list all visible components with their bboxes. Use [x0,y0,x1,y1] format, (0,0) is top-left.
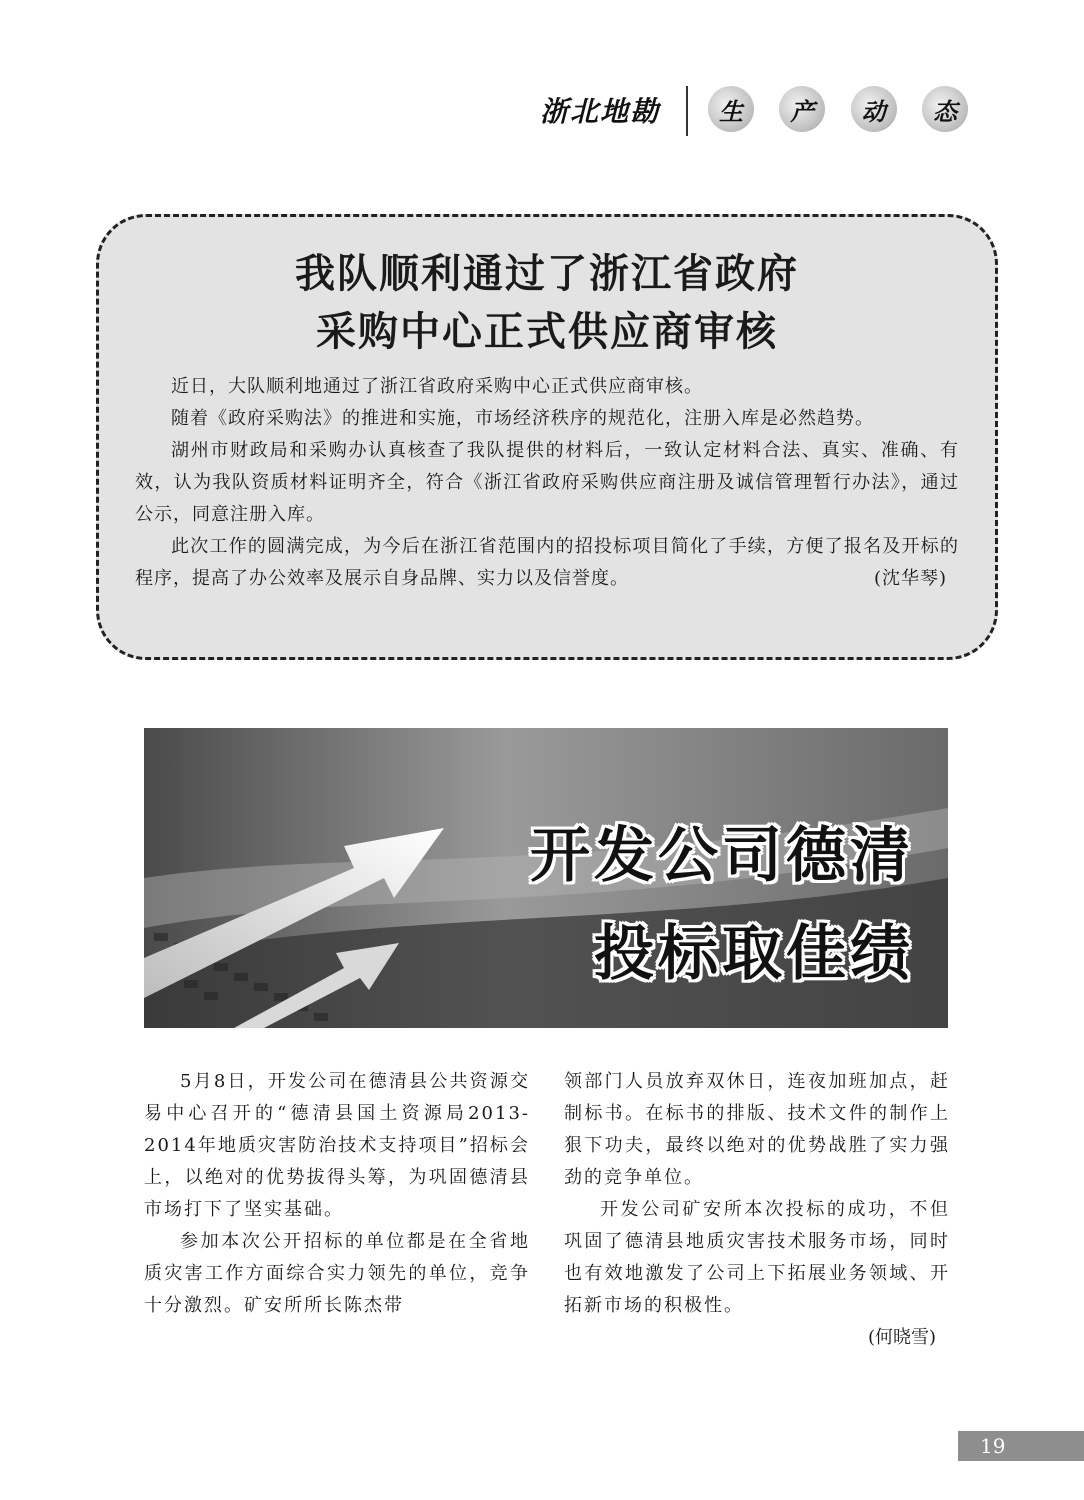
column-char-2: 产 [779,86,825,132]
notice-title-line2: 采购中心正式供应商审核 [316,308,778,355]
article-banner [144,728,948,1028]
notice-paragraph-text: 此次工作的圆满完成，为今后在浙江省范围内的招投标项目简化了手续，方便了报名及开标的程序，提高了办公效率及展示自身品牌、实力以及信誉度。 [135,536,959,589]
notice-paragraph: 近日，大队顺利地通过了浙江省政府采购中心正式供应商审核。 [171,376,703,397]
notice-article [96,214,998,660]
column-char-4: 态 [922,86,968,132]
notice-paragraph-last [135,531,959,595]
article-paragraph: 5月8日，开发公司在德清县公共资源交易中心召开的“德清县国土资源局2013-2014年地质灾害防治技术支持项目”招标会上，以绝对的优势拔得头筹，为巩固德清县市场打下了坚实基础。 [144,1071,530,1220]
article-column-right [564,1066,950,1354]
banner-title-line2: 投标取佳绩 [594,919,914,989]
header-divider [686,86,688,136]
article-body [144,1066,950,1354]
notice-paragraph: 随着《政府采购法》的推进和实施，市场经济秩序的规范化，注册入库是必然趋势。 [171,408,874,429]
notice-title [135,245,959,361]
column-char-1: 生 [708,86,754,132]
article-paragraph: 参加本次公开招标的单位都是在全省地质灾害工作方面综合实力领先的单位，竞争十分激烈。矿安所所长陈杰带 [144,1231,530,1316]
page-number: 19 [958,1431,1084,1461]
page-header [540,86,970,138]
article-paragraph: 开发公司矿安所本次投标的成功，不但巩固了德清县地质灾害技术服务市场，同时也有效地激发了公司上下拓展业务领域、开拓新市场的积极性。 [564,1199,950,1316]
notice-paragraph: 湖州市财政局和采购办认真核查了我队提供的材料后，一致认定材料合法、真实、准确、有效，认为我队资质材料证明齐全，符合《浙江省政府采购供应商注册及诚信管理暂行办法》，通过公示，同意注册入库。 [135,440,959,525]
article-column-left [144,1066,530,1354]
notice-author: (沈华琴) [873,568,947,589]
article-author: (何晓雪) [867,1327,936,1348]
column-char-3: 动 [851,86,897,132]
notice-title-line1: 我队顺利通过了浙江省政府 [295,250,799,297]
column-title [708,86,968,138]
banner-title-line1: 开发公司德清 [530,821,914,891]
article-paragraph-continued: 领部门人员放弃双休日，连夜加班加点，赶制标书。在标书的排版、技术文件的制作上狠下功夫，最终以绝对的优势战胜了实力强劲的竞争单位。 [564,1071,950,1188]
magazine-logo: 浙北地勘 [540,95,661,128]
